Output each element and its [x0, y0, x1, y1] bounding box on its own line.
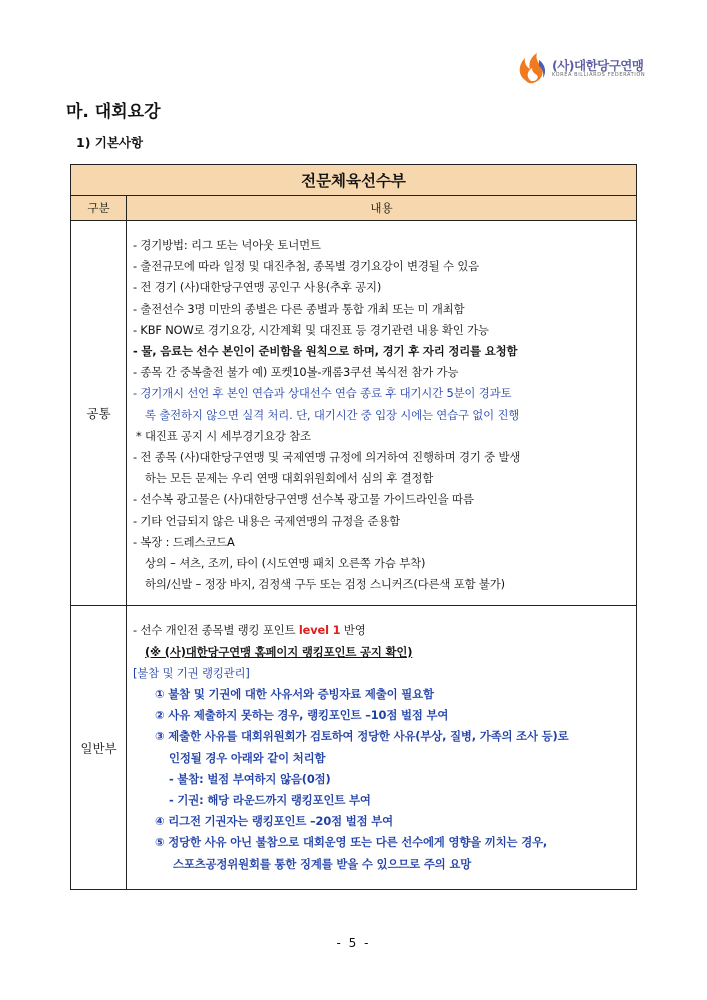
row-label-general: 일반부 — [71, 606, 127, 889]
column-header-category: 구분 — [71, 196, 127, 221]
list-item-bold: - 물, 음료는 선수 본인이 준비함을 원칙으로 하며, 경기 후 자리 정리를 요청함 — [133, 344, 518, 359]
row-content-common — [127, 221, 637, 606]
list-item-blue: ① 불참 및 기권에 대한 사유서와 증빙자료 제출이 필요함 — [155, 687, 434, 702]
ranking-level: level 1 — [298, 623, 341, 638]
list-item-continued: 하의/신발 – 정장 바지, 검정색 구두 또는 검정 스니커즈(다른색 포함 불가) — [145, 577, 505, 592]
list-item-continued: 하는 모든 문제는 우리 연맹 대회위원회에서 심의 후 결정함 — [145, 471, 434, 486]
list-item-blue: - 경기개시 선언 후 본인 연습과 상대선수 연습 종료 후 대기시간 5분이 경과토 — [133, 386, 512, 401]
list-item-blue-continued: 인정될 경우 아래와 같이 처리함 — [169, 750, 326, 765]
list-item: - 기타 언급되지 않은 내용은 국제연맹의 규정을 준용함 — [133, 513, 401, 528]
column-header-content: 내용 — [127, 196, 637, 221]
ranking-text: - 선수 개인전 종목별 랭킹 포인트 — [133, 623, 299, 638]
list-item-blue: - 불참: 벌점 부여하지 않음(0점) — [169, 771, 331, 786]
logo-subtext: KOREA BILLIARDS FEDERATION — [552, 72, 646, 78]
sub-title: 1) 기본사항 — [76, 135, 144, 150]
list-item: - 전 경기 (사)대한당구연맹 공인구 사용(추후 공지) — [133, 280, 382, 295]
table-row-common — [71, 221, 637, 606]
list-item-blue: ③ 제출한 사유를 대회위원회가 검토하여 정당한 사유(부상, 질병, 가족의 조사 등)로 — [155, 729, 569, 744]
row-label-common: 공통 — [71, 221, 127, 606]
list-item-blue-continued: 스포츠공정위원회를 통한 징계를 받을 수 있으므로 주의 요망 — [173, 856, 472, 871]
table-title: 전문체육선수부 — [71, 165, 637, 196]
table-row-general — [71, 606, 637, 889]
list-item-blue-continued: 록 출전하지 않으면 실격 처리. 단, 대기시간 중 입장 시에는 연습구 없이 진행 — [145, 407, 520, 422]
ranking-notice: (※ (사)대한당구연맹 홈페이지 랭킹포인트 공지 확인) — [145, 644, 413, 659]
list-item: - 전 종목 (사)대한당구연맹 및 국제연맹 규정에 의거하여 진행하며 경기 중 발생 — [133, 450, 521, 465]
list-item: - KBF NOW로 경기요강, 시간계획 및 대진표 등 경기관련 내용 확인 가능 — [133, 322, 489, 337]
page-number: - 5 - — [336, 936, 371, 950]
note-item: * 대진표 공지 시 세부경기요강 참조 — [136, 428, 311, 443]
list-item: - 종목 간 중복출전 불가 예) 포켓10볼-캐롬3쿠션 복식전 참가 가능 — [133, 365, 459, 380]
list-item-continued: 상의 – 셔츠, 조끼, 타이 (시도연맹 패치 오른쪽 가슴 부착) — [145, 556, 426, 571]
list-heading-blue: [불참 및 기권 랭킹관리] — [133, 665, 250, 680]
flame-logo-icon — [515, 50, 551, 86]
section-title: 마. 대회요강 — [66, 102, 161, 122]
row-content-general — [127, 606, 637, 889]
list-item-blue: ④ 리그전 기권자는 랭킹포인트 –20점 벌점 부여 — [155, 814, 393, 829]
ranking-suffix: 반영 — [340, 623, 366, 638]
list-item: - 경기방법: 리그 또는 넉아웃 토너먼트 — [133, 238, 321, 252]
list-item-blue: - 기권: 해당 라운드까지 랭킹포인트 부여 — [169, 793, 371, 808]
list-item-blue: ⑤ 정당한 사유 아닌 불참으로 대회운영 또는 다른 선수에게 영향을 끼치는 경우, — [155, 835, 548, 850]
list-item — [133, 620, 630, 641]
federation-logo — [515, 50, 645, 86]
list-item: - 선수복 광고물은 (사)대한당구연맹 선수복 광고물 가이드라인을 따름 — [133, 492, 474, 507]
list-item: - 복장 : 드레스코드A — [133, 534, 235, 549]
list-item-blue: ② 사유 제출하지 못하는 경우, 랭킹포인트 –10점 벌점 부여 — [155, 708, 449, 723]
list-item: - 출전선수 3명 미만의 종별은 다른 종별과 통합 개최 또는 미 개최함 — [133, 301, 465, 316]
list-item: - 출전규모에 따라 일정 및 대진추첨, 종목별 경기요강이 변경될 수 있음 — [133, 259, 480, 274]
competition-rules-table — [70, 164, 637, 890]
logo-text: (사)대한당구연맹 — [552, 58, 644, 73]
